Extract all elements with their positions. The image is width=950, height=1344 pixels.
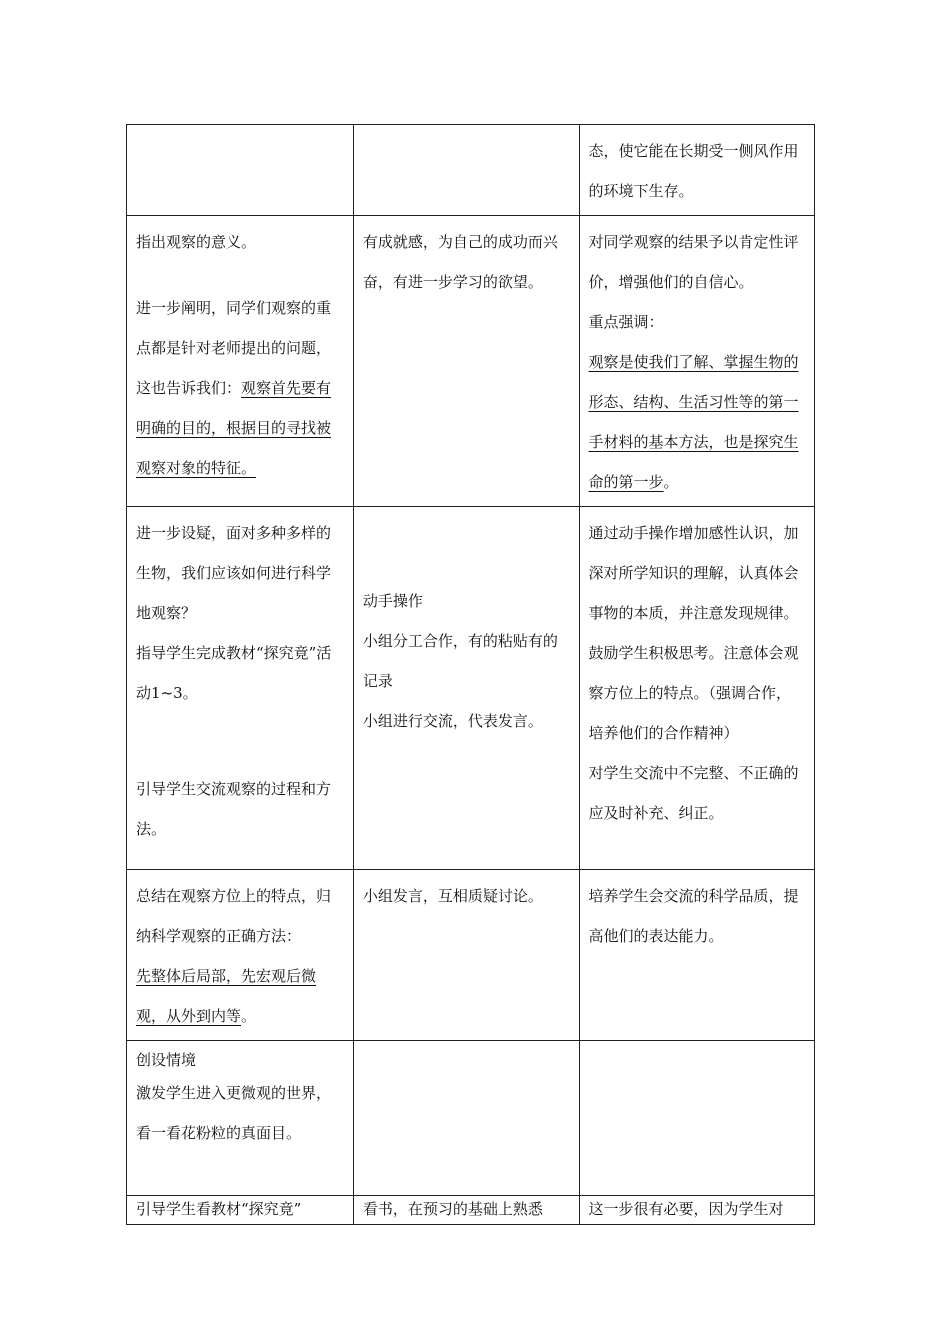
student-activity-cell [353, 507, 579, 870]
teacher-text: 引导学生交流观察的过程和方法。 [136, 780, 332, 838]
table-row [127, 870, 815, 1041]
student-text: 有成就感，为自己的成功而兴奋，有进一步学习的欲望。 [362, 233, 558, 291]
intent-text: 培养学生会交流的科学品质，提高他们的表达能力。 [588, 887, 799, 945]
intent-text: 对同学观察的结果予以肯定性评价，增强他们的自信心。 [588, 233, 799, 291]
intent-text: 这一步很有必要，因为学生对 [588, 1200, 784, 1218]
student-text: 小组分工合作，有的粘贴有的记录 [362, 632, 558, 690]
student-text: 小组发言，互相质疑讨论。 [362, 887, 543, 905]
student-activity-cell [353, 216, 579, 507]
intent-text: 对学生交流中不完整、不正确的应及时补充、纠正。 [588, 764, 799, 822]
intent-text-underlined: 观察是使我们了解、掌握生物的形态、结构、生活习性等的第一手材料的基本方法，也是探究生命的第一步 [588, 353, 799, 491]
teacher-text-tail: 。 [241, 1007, 257, 1025]
student-activity-cell [353, 1196, 579, 1225]
teacher-text: 指出观察的意义。 [136, 233, 257, 251]
intent-text: 鼓励学生积极思考。注意体会观察方位上的特点。（强调合作，培养他们的合作精神） [588, 644, 799, 742]
student-activity-cell [353, 1041, 579, 1196]
teacher-text: 引导学生看教材“探究竟” [136, 1200, 302, 1218]
teacher-text: 进一步设疑，面对多种多样的生物，我们应该如何进行科学地观察？ [136, 524, 332, 622]
table-row [127, 507, 815, 870]
table-row [127, 1196, 815, 1225]
design-intent-cell [579, 216, 814, 507]
student-text: 看书，在预习的基础上熟悉 [362, 1200, 543, 1218]
design-intent-cell [579, 870, 814, 1041]
teacher-text: 指导学生完成教材“探究竟”活动1~3。 [136, 644, 332, 702]
teacher-text-plain: 进一步阐明，同学们观察的重点都是针对老师提出的问题，这也告诉我们： [136, 299, 332, 397]
teacher-text-underlined: 先整体后局部，先宏观后微观，从外到内等 [136, 967, 317, 1025]
teacher-activity-cell [127, 125, 354, 216]
intent-text-tail: 。 [663, 473, 679, 491]
teacher-text [136, 956, 345, 1036]
student-activity-cell [353, 870, 579, 1041]
intent-text: 重点强调： [588, 313, 664, 331]
table-row [127, 1041, 815, 1196]
teacher-text-underlined: 观察首先要有明确的目的，根据目的寻找被观察对象的特征。 [136, 379, 332, 477]
teacher-text [136, 288, 345, 488]
teacher-text: 激发学生进入更微观的世界，看一看花粉粒的真面目。 [136, 1084, 332, 1142]
teacher-activity-cell [127, 1041, 354, 1196]
lesson-plan-table [126, 124, 815, 1225]
teacher-activity-cell [127, 870, 354, 1041]
teacher-text: 总结在观察方位上的特点，归纳科学观察的正确方法： [136, 887, 332, 945]
design-intent-cell [579, 1196, 814, 1225]
intent-text [589, 342, 806, 502]
design-intent-cell [579, 125, 814, 216]
table-row [127, 125, 815, 216]
intent-text: 通过动手操作增加感性认识，加深对所学知识的理解，认真体会事物的本质，并注意发现规律。 [588, 524, 799, 622]
intent-text: 态，使它能在长期受一侧风作用的环境下生存。 [588, 142, 799, 200]
teacher-activity-cell [127, 216, 354, 507]
student-text: 动手操作 [362, 592, 423, 610]
teacher-text: 创设情境 [136, 1051, 197, 1069]
design-intent-cell [579, 507, 814, 870]
teacher-activity-cell [127, 1196, 354, 1225]
student-text: 小组进行交流，代表发言。 [362, 712, 543, 730]
table-row [127, 216, 815, 507]
student-activity-cell [353, 125, 579, 216]
teacher-activity-cell [127, 507, 354, 870]
design-intent-cell [579, 1041, 814, 1196]
